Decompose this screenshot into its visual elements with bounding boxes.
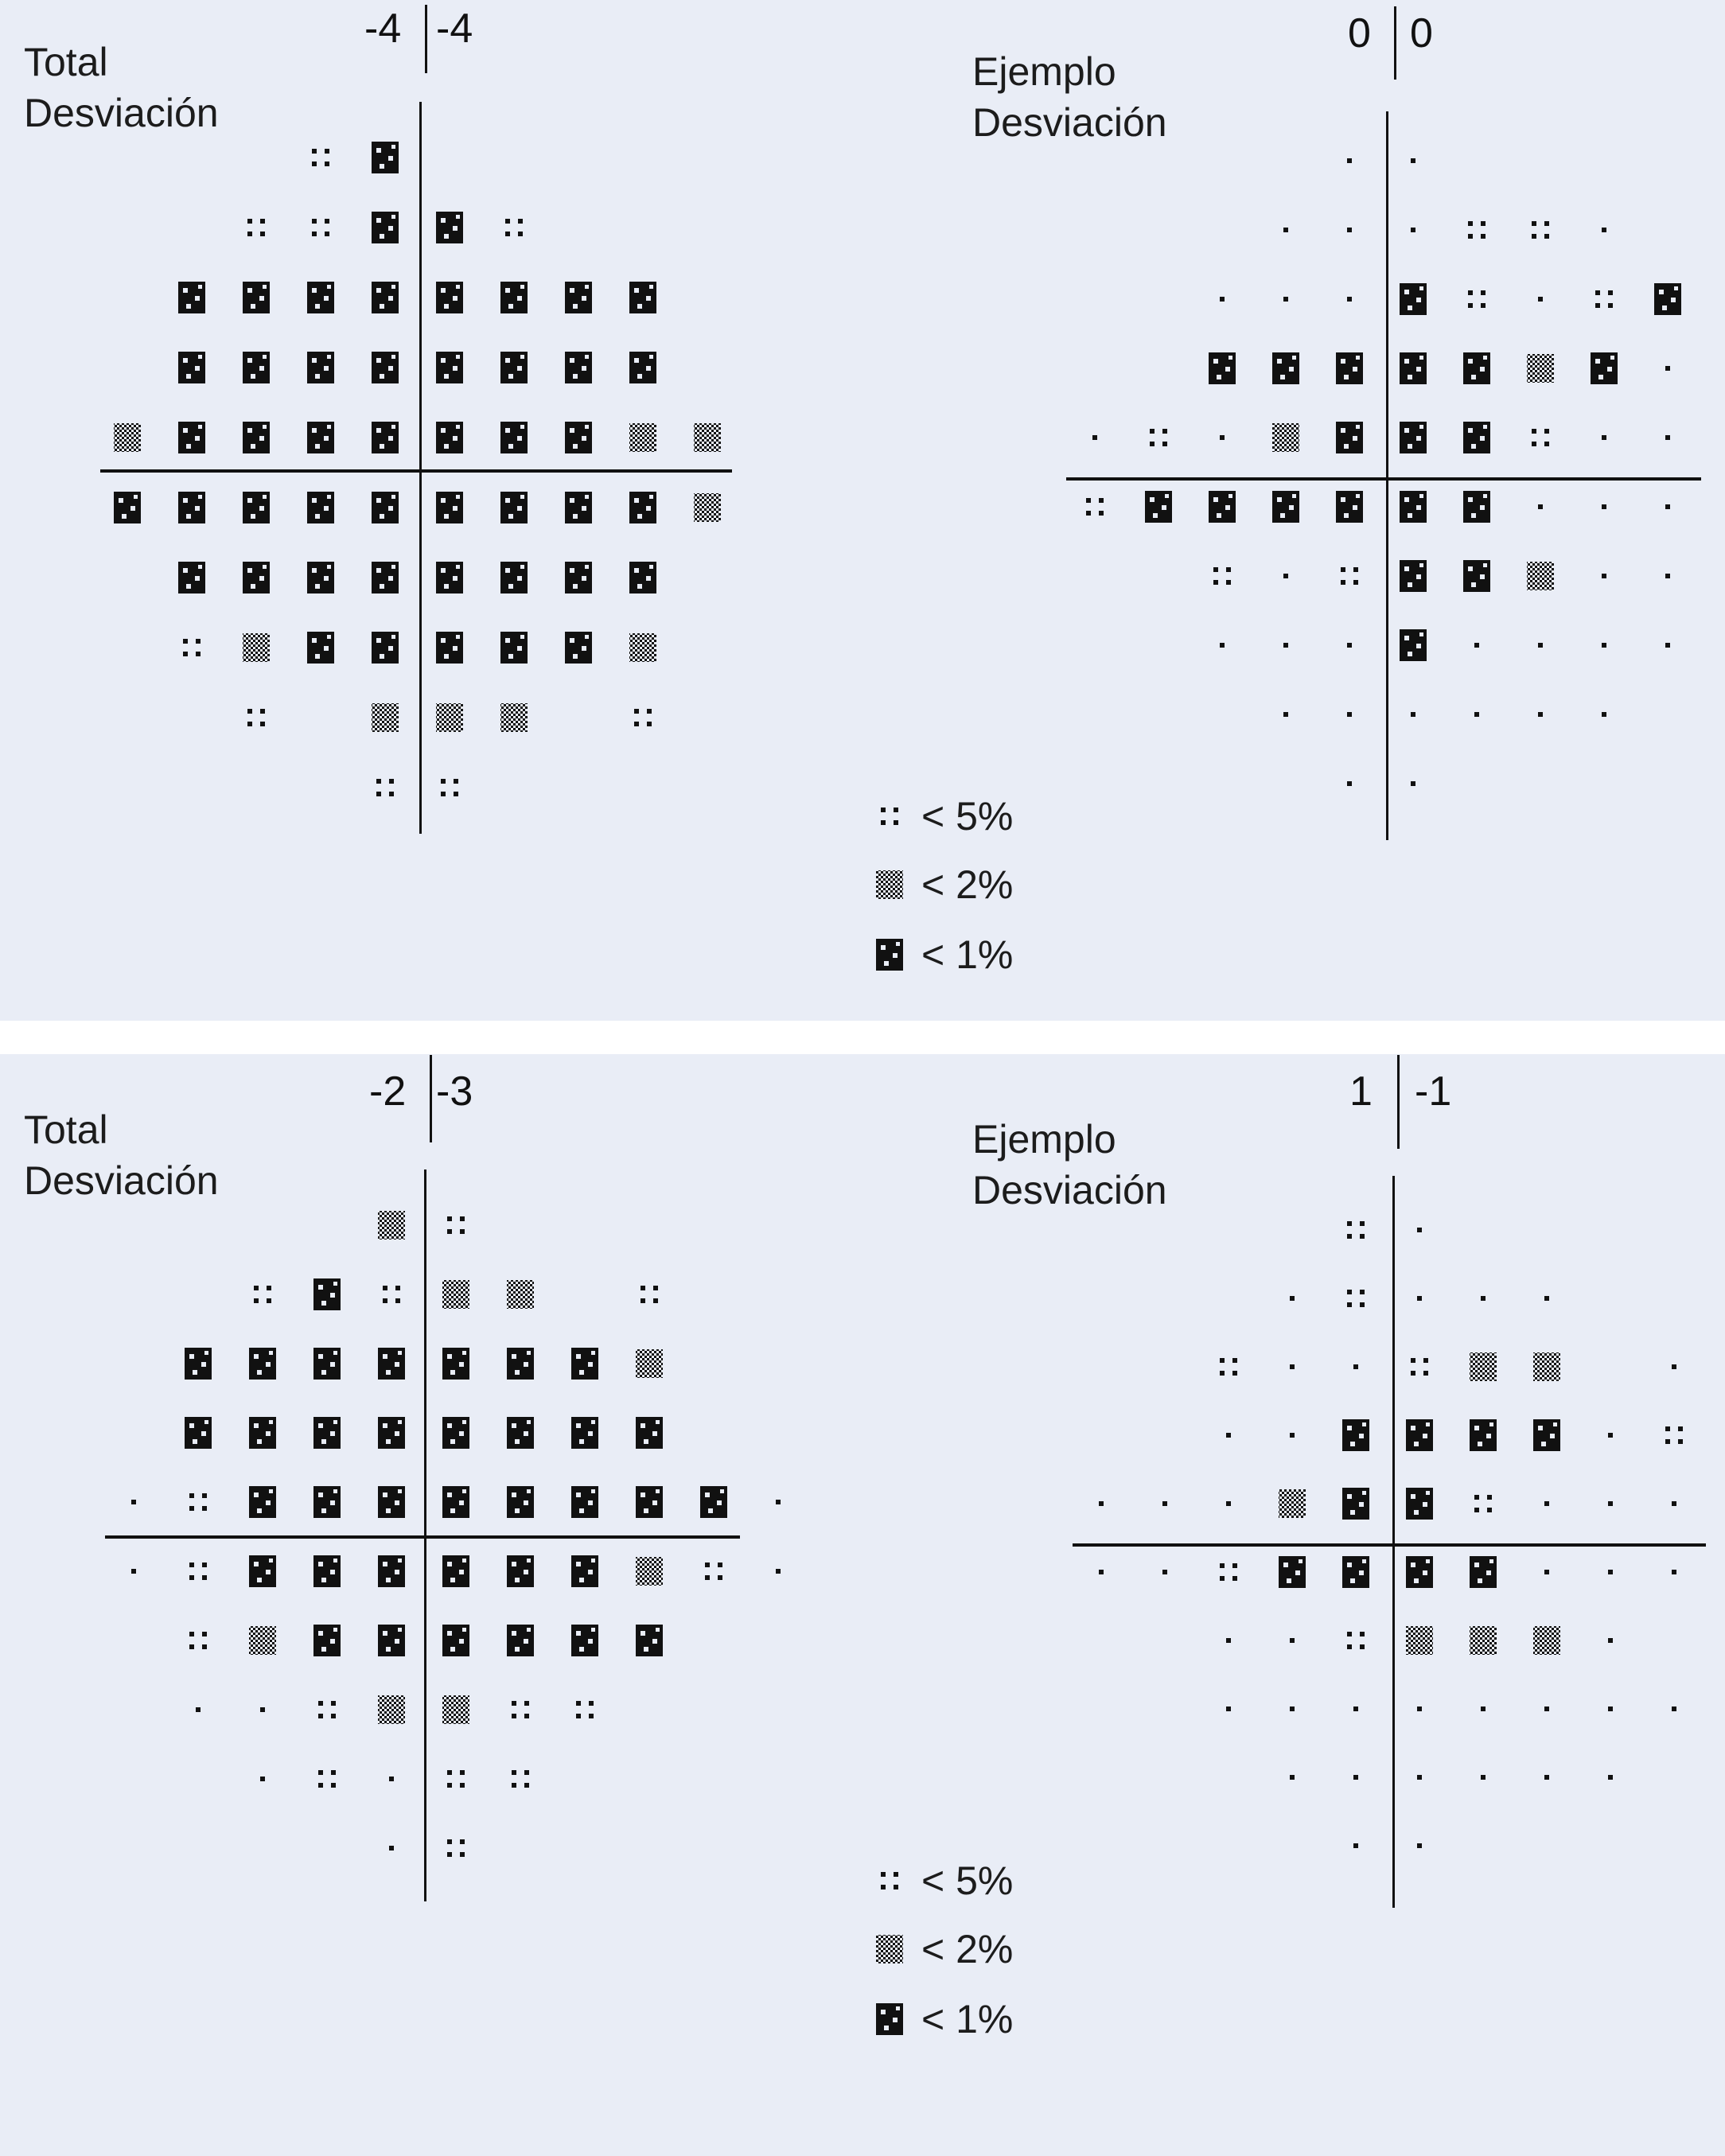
bottom-right-point-r1c3 [1290,1296,1295,1301]
bottom-right-point-r4c6 [1474,1495,1492,1512]
top-right-point-r1c5 [1411,228,1415,232]
top-right-point-r6c4 [1341,567,1358,585]
top-right-point-r7c7 [1538,643,1543,648]
top-left-point-r5c6 [500,492,528,523]
bottom-right-point-r5c3 [1279,1556,1306,1588]
top-left-title-line1: Total [24,40,108,84]
bottom-left-point-r1c4 [383,1286,400,1303]
bottom-left-point-r7c3 [318,1701,336,1718]
legend-bottom-5pct: < 5% [921,1858,1014,1903]
top-right-point-r6c7 [1527,562,1554,590]
top-left-point-r4c3 [307,422,334,453]
bottom-left-point-r0c5 [447,1216,465,1234]
top-left-point-r6c3 [307,562,334,593]
top-right-point-r5c0 [1086,498,1104,516]
bottom-right-point-r7c9 [1672,1707,1676,1711]
top-right-value-right: 0 [1410,10,1433,56]
top-right-point-r4c2 [1220,435,1225,440]
bottom-right-point-r7c6 [1481,1707,1486,1711]
bottom-left-point-r6c6 [507,1625,534,1656]
top-right-point-r3c9 [1665,366,1670,371]
legend-top-1pct: < 1% [921,932,1014,977]
top-right-point-r4c5 [1400,422,1427,453]
bottom-right-title-line2: Desviación [972,1168,1167,1212]
bottom-left-point-r5c9 [705,1563,722,1580]
bottom-right-point-r1c7 [1544,1296,1549,1301]
legend-symbol-1 [876,870,903,899]
bottom-left-point-r5c4 [378,1555,405,1587]
top-left-point-r5c0 [114,492,141,523]
bottom-left-point-r1c8 [641,1286,658,1303]
top-right-point-r6c9 [1665,574,1670,578]
top-left-point-r5c9 [694,493,721,522]
bottom-left-point-r7c6 [512,1701,529,1718]
bottom-right-point-r5c0 [1099,1570,1104,1574]
bottom-left-point-r7c2 [260,1707,265,1712]
legend-symbol-4 [876,1935,903,1963]
top-right-point-r7c2 [1220,643,1225,648]
bottom-left-point-r4c3 [313,1486,341,1518]
bottom-right-point-r7c7 [1544,1707,1549,1711]
bottom-left-point-r3c4 [378,1417,405,1449]
top-left-point-r6c4 [372,562,399,593]
bottom-right-point-r6c2 [1226,1638,1231,1643]
top-right-point-r0c5 [1411,158,1415,163]
top-left-point-r4c8 [629,423,656,452]
top-left-point-r2c5 [436,282,463,313]
top-right-point-r2c7 [1538,297,1543,302]
top-left-point-r6c5 [436,562,463,593]
top-right-point-r2c8 [1595,290,1613,308]
top-left-point-r6c8 [629,562,656,593]
bottom-left-point-r3c5 [442,1417,469,1449]
top-left-point-r5c4 [372,492,399,523]
top-left-point-r1c4 [372,212,399,243]
top-left-point-r5c3 [307,492,334,523]
top-right-point-r8c7 [1538,712,1543,717]
bottom-right-point-r8c5 [1417,1775,1422,1780]
bottom-right-point-r5c7 [1544,1570,1549,1574]
legend-symbol-3 [881,1872,898,1889]
bottom-left-point-r3c3 [313,1417,341,1449]
top-left-point-r4c7 [565,422,592,453]
bottom-right-point-r3c3 [1290,1433,1295,1438]
top-right-point-r6c8 [1602,574,1606,578]
bottom-left-point-r2c4 [378,1348,405,1380]
bottom-right-point-r3c8 [1608,1433,1613,1438]
top-left-point-r7c7 [565,632,592,664]
top-left-point-r3c3 [307,352,334,383]
top-left-point-r8c2 [247,709,265,726]
top-right-point-r9c5 [1411,781,1415,786]
bottom-right-point-r2c3 [1290,1364,1295,1369]
bottom-right-value-right: -1 [1415,1068,1452,1115]
bottom-right-point-r3c4 [1342,1419,1369,1451]
top-right-point-r3c8 [1591,352,1618,384]
top-right-point-r3c2 [1209,352,1236,384]
bottom-right-point-r8c7 [1544,1775,1549,1780]
bottom-left-point-r5c2 [249,1555,276,1587]
bottom-right-point-r3c5 [1406,1419,1433,1451]
top-right-point-r6c6 [1463,560,1490,592]
top-right-point-r2c6 [1468,290,1486,308]
top-right-point-r7c9 [1665,643,1670,648]
top-right-point-r1c8 [1602,228,1606,232]
bottom-left-point-r2c3 [313,1348,341,1380]
bottom-left-point-r1c3 [313,1278,341,1310]
bottom-right-point-r1c6 [1481,1296,1486,1301]
top-right-point-r4c7 [1532,429,1549,446]
legend-symbol-0 [881,808,898,825]
bottom-right-point-r5c2 [1220,1563,1237,1581]
bottom-right-point-r8c3 [1290,1775,1295,1780]
bottom-right-point-r4c2 [1226,1501,1231,1506]
bottom-right-point-r7c3 [1290,1707,1295,1711]
top-left-point-r2c4 [372,282,399,313]
top-right-point-r1c3 [1283,228,1288,232]
top-right-point-r7c6 [1474,643,1479,648]
bottom-left-point-r6c8 [636,1625,663,1656]
top-left-point-r4c1 [178,422,205,453]
bottom-right-point-r2c4 [1353,1364,1358,1369]
top-left-point-r1c5 [436,212,463,243]
bottom-right-point-r3c9 [1665,1426,1683,1444]
top-left-point-r4c5 [436,422,463,453]
bottom-right-point-r7c8 [1608,1707,1613,1711]
top-right-point-r2c4 [1347,297,1352,302]
top-left-point-r2c7 [565,282,592,313]
bottom-right-point-r0c5 [1417,1228,1422,1232]
bottom-right-point-r6c4 [1347,1632,1365,1649]
top-right-point-r1c4 [1347,228,1352,232]
bottom-left-point-r1c2 [254,1286,271,1303]
bottom-left-point-r7c5 [442,1695,469,1724]
bottom-left-point-r1c5 [442,1280,469,1309]
bottom-right-point-r4c9 [1672,1501,1676,1506]
top-left-point-r4c6 [500,422,528,453]
bottom-left-point-r5c5 [442,1555,469,1587]
top-right-point-r8c3 [1283,712,1288,717]
bottom-right-point-r6c3 [1290,1638,1295,1643]
bottom-left-point-r1c6 [507,1280,534,1309]
top-right-point-r8c8 [1602,712,1606,717]
top-left-point-r4c9 [694,423,721,452]
top-left-point-r3c6 [500,352,528,383]
top-left-value-left: -4 [364,6,402,52]
top-left-point-r7c5 [436,632,463,664]
bottom-left-title-line1: Total [24,1107,108,1152]
legend-symbol-5 [876,2003,903,2035]
bottom-right-point-r6c8 [1608,1638,1613,1643]
top-left-point-r2c2 [243,282,270,313]
legend-symbol-2 [876,939,903,971]
top-left-point-r3c7 [565,352,592,383]
top-right-point-r3c6 [1463,352,1490,384]
top-right-point-r1c6 [1468,221,1486,239]
bottom-left-point-r6c3 [313,1625,341,1656]
top-right-point-r4c9 [1665,435,1670,440]
top-left-point-r3c1 [178,352,205,383]
top-left-point-r0c4 [372,142,399,173]
bottom-left-point-r4c5 [442,1486,469,1518]
top-left-point-r5c2 [243,492,270,523]
top-left-point-r1c3 [312,219,329,236]
top-left-value-right: -4 [436,6,473,52]
top-left-point-r3c8 [629,352,656,383]
bottom-right-point-r8c8 [1608,1775,1613,1780]
bottom-right-point-r6c6 [1470,1626,1497,1655]
top-right-point-r5c6 [1463,491,1490,523]
top-left-point-r7c6 [500,632,528,664]
bottom-left-point-r6c2 [249,1626,276,1655]
bottom-left-point-r8c4 [389,1777,394,1781]
top-right-point-r5c8 [1602,504,1606,509]
top-left-point-r6c2 [243,562,270,593]
top-right-point-r6c3 [1283,574,1288,578]
bottom-right-point-r2c5 [1411,1358,1428,1376]
bottom-right-point-r4c7 [1544,1501,1549,1506]
top-left-point-r7c1 [183,639,201,656]
top-left-point-r2c1 [178,282,205,313]
bottom-right-point-r3c7 [1533,1419,1560,1451]
bottom-left-value-right: -3 [436,1068,473,1115]
top-left-point-r8c4 [372,703,399,732]
top-right-point-r5c7 [1538,504,1543,509]
bottom-left-point-r2c8 [636,1349,663,1378]
bottom-left-value-left: -2 [369,1068,407,1115]
bottom-left-point-r4c9 [700,1486,727,1518]
top-left-point-r0c3 [312,149,329,166]
bottom-right-point-r2c9 [1672,1364,1676,1369]
top-right-point-r3c3 [1272,352,1299,384]
top-right-point-r4c0 [1092,435,1097,440]
top-right-point-r5c4 [1336,491,1363,523]
top-right-point-r8c6 [1474,712,1479,717]
bottom-right-point-r2c6 [1470,1352,1497,1381]
top-left-point-r2c8 [629,282,656,313]
top-left-point-r7c4 [372,632,399,664]
top-left-point-r6c1 [178,562,205,593]
top-right-point-r4c8 [1602,435,1606,440]
top-right-point-r4c3 [1272,423,1299,452]
bottom-right-point-r4c1 [1162,1501,1167,1506]
bottom-right-point-r2c7 [1533,1352,1560,1381]
bottom-right-point-r7c5 [1417,1707,1422,1711]
top-right-point-r5c1 [1145,491,1172,523]
bottom-left-point-r5c0 [131,1569,136,1574]
bottom-right-point-r4c5 [1406,1488,1433,1520]
bottom-right-point-r5c8 [1608,1570,1613,1574]
bottom-left-title-line2: Desviación [24,1158,219,1203]
top-left-point-r3c5 [436,352,463,383]
bottom-left-point-r5c10 [776,1569,781,1574]
top-right-point-r7c5 [1400,629,1427,661]
bottom-left-point-r2c1 [185,1348,212,1380]
top-left-point-r9c4 [376,779,394,796]
bottom-right-title-line1: Ejemplo [972,1117,1116,1162]
bottom-left-point-r5c8 [636,1557,663,1586]
top-left-point-r5c1 [178,492,205,523]
top-left-point-r8c8 [634,709,652,726]
bottom-left-point-r4c7 [571,1486,598,1518]
bottom-left-point-r4c1 [189,1493,207,1511]
bottom-right-point-r7c4 [1353,1707,1358,1711]
top-right-point-r4c6 [1463,422,1490,453]
bottom-left-point-r4c6 [507,1486,534,1518]
bottom-left-point-r5c3 [313,1555,341,1587]
top-left-point-r7c2 [243,633,270,662]
bottom-left-point-r6c4 [378,1625,405,1656]
bottom-right-point-r4c4 [1342,1488,1369,1520]
bottom-left-point-r6c5 [442,1625,469,1656]
bottom-left-point-r9c5 [447,1839,465,1857]
legend-top-2pct: < 2% [921,862,1014,907]
top-left-title-line2: Desviación [24,91,219,135]
top-left-point-r3c2 [243,352,270,383]
top-left-point-r1c2 [247,219,265,236]
top-right-point-r3c4 [1336,352,1363,384]
bottom-right-point-r5c5 [1406,1556,1433,1588]
top-left-point-r6c6 [500,562,528,593]
bottom-left-point-r7c1 [196,1707,201,1712]
top-left-point-r6c7 [565,562,592,593]
top-left-point-r7c8 [629,633,656,662]
bottom-left-point-r9c4 [389,1846,394,1851]
bottom-right-point-r6c5 [1406,1626,1433,1655]
legend-top-5pct: < 5% [921,794,1014,839]
top-left-point-r5c8 [629,492,656,523]
bottom-left-point-r7c7 [576,1701,594,1718]
bottom-right-point-r5c1 [1162,1570,1167,1574]
top-right-point-r0c4 [1347,158,1352,163]
bottom-right-point-r3c2 [1226,1433,1231,1438]
bottom-right-point-r7c2 [1226,1707,1231,1711]
top-right-point-r7c4 [1347,643,1352,648]
bottom-right-point-r9c5 [1417,1843,1422,1848]
bottom-left-point-r8c3 [318,1770,336,1788]
top-left-point-r5c7 [565,492,592,523]
bottom-right-point-r0c4 [1347,1221,1365,1239]
bottom-left-point-r3c6 [507,1417,534,1449]
bottom-left-point-r8c5 [447,1770,465,1788]
bottom-left-point-r3c8 [636,1417,663,1449]
top-right-point-r2c3 [1283,297,1288,302]
top-right-point-r4c4 [1336,422,1363,453]
bottom-left-point-r4c10 [776,1500,781,1504]
top-right-point-r2c2 [1220,297,1225,302]
top-right-point-r8c4 [1347,712,1352,717]
top-right-title-line2: Desviación [972,100,1167,145]
bottom-right-point-r4c8 [1608,1501,1613,1506]
top-right-point-r7c8 [1602,643,1606,648]
bottom-left-point-r3c1 [185,1417,212,1449]
bottom-right-point-r4c3 [1279,1489,1306,1518]
top-right-value-left: 0 [1348,10,1371,56]
top-right-point-r5c5 [1400,491,1427,523]
top-right-point-r8c5 [1411,712,1415,717]
top-left-point-r8c6 [500,703,528,732]
bottom-right-point-r8c4 [1353,1775,1358,1780]
bottom-right-point-r2c2 [1220,1358,1237,1376]
bottom-left-point-r8c2 [260,1777,265,1781]
bottom-left-point-r8c6 [512,1770,529,1788]
bottom-left-point-r4c4 [378,1486,405,1518]
legend-bottom-2pct: < 2% [921,1927,1014,1971]
top-left-point-r4c2 [243,422,270,453]
top-right-point-r6c5 [1400,560,1427,592]
top-right-point-r2c9 [1654,283,1681,315]
top-left-point-r1c6 [505,219,523,236]
bottom-right-point-r8c6 [1481,1775,1486,1780]
bottom-left-point-r4c2 [249,1486,276,1518]
top-left-point-r5c5 [436,492,463,523]
top-right-point-r3c7 [1527,354,1554,383]
bottom-right-point-r6c7 [1533,1626,1560,1655]
bottom-left-point-r5c7 [571,1555,598,1587]
top-right-point-r5c2 [1209,491,1236,523]
bottom-left-point-r2c7 [571,1348,598,1380]
bottom-right-point-r3c6 [1470,1419,1497,1451]
top-right-point-r3c5 [1400,352,1427,384]
top-right-point-r2c5 [1400,283,1427,315]
top-right-point-r9c4 [1347,781,1352,786]
bottom-left-point-r5c1 [189,1563,207,1580]
bottom-left-point-r4c8 [636,1486,663,1518]
top-right-title-line1: Ejemplo [972,49,1116,94]
top-right-point-r5c3 [1272,491,1299,523]
bottom-left-point-r4c0 [131,1500,136,1504]
bottom-left-point-r3c7 [571,1417,598,1449]
bottom-left-point-r2c6 [507,1348,534,1380]
bottom-left-point-r5c6 [507,1555,534,1587]
bottom-right-point-r4c0 [1099,1501,1104,1506]
top-right-point-r5c9 [1665,504,1670,509]
bottom-left-point-r6c7 [571,1625,598,1656]
top-right-point-r1c7 [1532,221,1549,239]
top-left-point-r7c3 [307,632,334,664]
top-right-point-r6c2 [1213,567,1231,585]
top-right-point-r4c1 [1150,429,1167,446]
bottom-right-point-r9c4 [1353,1843,1358,1848]
legend-bottom-1pct: < 1% [921,1997,1014,2041]
bottom-left-point-r6c1 [189,1632,207,1649]
bottom-left-point-r2c5 [442,1348,469,1380]
bottom-right-point-r5c4 [1342,1556,1369,1588]
top-left-point-r8c5 [436,703,463,732]
bottom-left-point-r3c2 [249,1417,276,1449]
bottom-left-point-r7c4 [378,1695,405,1724]
top-left-point-r3c4 [372,352,399,383]
bottom-left-point-r0c4 [378,1211,405,1240]
top-left-point-r2c6 [500,282,528,313]
bottom-right-point-r1c5 [1417,1296,1422,1301]
bottom-right-value-left: 1 [1349,1068,1373,1115]
top-right-point-r7c3 [1283,643,1288,648]
bottom-left-point-r2c2 [249,1348,276,1380]
bottom-right-point-r5c9 [1672,1570,1676,1574]
top-left-point-r4c4 [372,422,399,453]
bottom-right-point-r5c6 [1470,1556,1497,1588]
top-left-point-r2c3 [307,282,334,313]
bottom-right-point-r1c4 [1347,1290,1365,1307]
top-left-point-r4c0 [114,423,141,452]
top-left-point-r9c5 [441,779,458,796]
